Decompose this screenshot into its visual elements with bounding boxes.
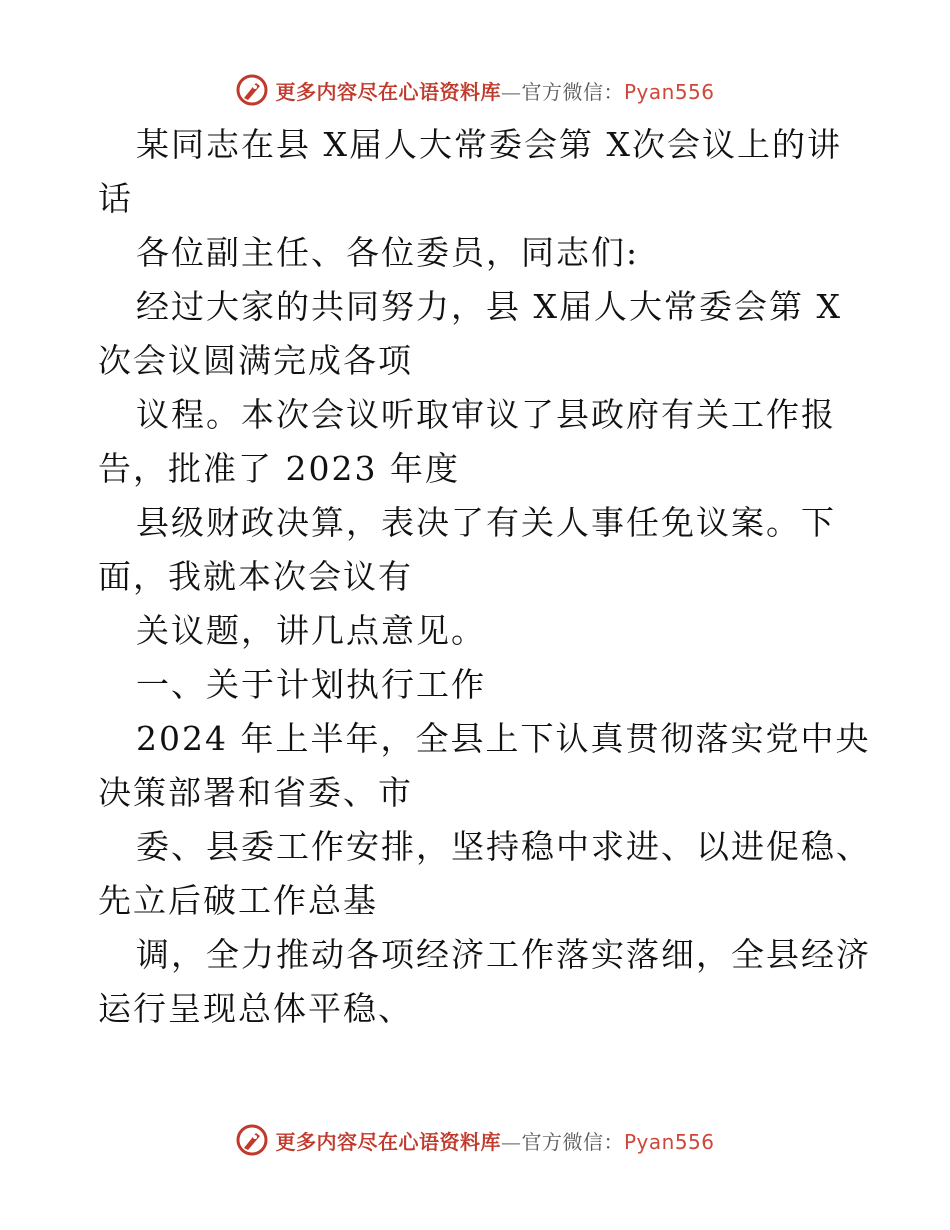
banner-handle: Pyan556 <box>623 1129 715 1154</box>
text-line: 县级财政决算，表决了有关人事任免议案。下 <box>136 503 836 542</box>
text-line: 话 <box>98 179 133 218</box>
text-line: 议程。本次会议听取审议了县政府有关工作报 <box>136 395 836 434</box>
text-line: 委、县委工作安排，坚持稳中求进、以进促稳、 <box>136 827 871 866</box>
pen-nib-logo-icon <box>235 1123 269 1157</box>
text-line: 运行呈现总体平稳、 <box>98 989 413 1028</box>
footer-banner-content <box>235 1123 714 1157</box>
text-line: 面，我就本次会议有 <box>98 557 413 596</box>
banner-official: 官方微信： <box>521 79 624 104</box>
text-line: 某同志在县 X届人大常委会第 X次会议上的讲 <box>136 125 842 164</box>
banner-dash: — <box>500 1129 522 1154</box>
text-line: 一、关于计划执行工作 <box>136 665 486 704</box>
banner-brand: 更多内容尽在心语资料库 <box>275 1129 501 1154</box>
text-line: 先立后破工作总基 <box>98 881 378 920</box>
pen-nib-logo-icon <box>235 73 269 107</box>
banner-brand: 更多内容尽在心语资料库 <box>275 79 501 104</box>
banner-handle: Pyan556 <box>623 79 715 104</box>
header-banner <box>0 70 950 110</box>
document-body <box>98 118 871 1036</box>
text-line: 告，批准了 2023 年度 <box>98 449 460 488</box>
text-line: 次会议圆满完成各项 <box>98 341 413 380</box>
footer-banner <box>0 1120 950 1160</box>
text-line: 2024 年上半年，全县上下认真贯彻落实党中央 <box>136 719 871 758</box>
banner-dash: — <box>500 79 522 104</box>
text-line: 决策部署和省委、市 <box>98 773 413 812</box>
text-line: 调，全力推动各项经济工作落实落细，全县经济 <box>136 935 871 974</box>
header-banner-content <box>235 73 714 107</box>
text-line: 经过大家的共同努力，县 X届人大常委会第 X <box>136 287 842 326</box>
banner-official: 官方微信： <box>521 1129 624 1154</box>
header-banner-text <box>275 76 714 105</box>
text-line: 各位副主任、各位委员，同志们: <box>136 233 640 272</box>
text-line: 关议题，讲几点意见。 <box>136 611 486 650</box>
footer-banner-text <box>275 1126 714 1155</box>
